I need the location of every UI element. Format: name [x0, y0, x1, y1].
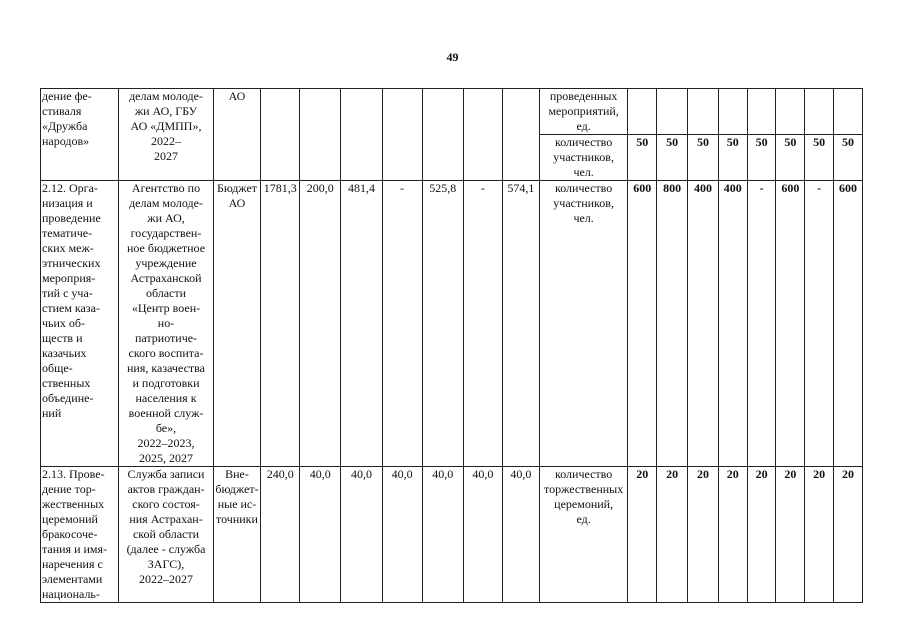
- funding-year-cell: [463, 89, 502, 181]
- funding-year-cell: 574,1: [502, 181, 539, 467]
- funding-year-cell: 40,0: [422, 467, 463, 603]
- indicator-value-cell: 20: [688, 467, 719, 603]
- indicator-value-cell: 50: [688, 135, 719, 181]
- table-row: [41, 89, 863, 135]
- funding-year-cell: [300, 89, 341, 181]
- indicator-value-cell: 20: [776, 467, 805, 603]
- indicator-value-cell: 50: [657, 135, 688, 181]
- funding-year-cell: 481,4: [341, 181, 382, 467]
- funding-year-cell: [382, 89, 422, 181]
- funding-total-cell: [261, 89, 300, 181]
- indicator-value-cell: [688, 89, 719, 135]
- indicator-value-cell: 50: [805, 135, 834, 181]
- funding-year-cell: [422, 89, 463, 181]
- executor-cell: Служба записи актов граждан- ского состоя- ния Астрахан- ской области (далее - служба ЗАГС), 2022–2027: [119, 467, 214, 603]
- indicator-value-cell: 50: [834, 135, 863, 181]
- indicator-value-cell: 20: [834, 467, 863, 603]
- funding-source-cell: Бюджет АО: [213, 181, 260, 467]
- indicator-value-cell: 20: [805, 467, 834, 603]
- indicator-value-cell: [718, 89, 747, 135]
- indicator-value-cell: 20: [718, 467, 747, 603]
- funding-year-cell: 40,0: [382, 467, 422, 603]
- funding-total-cell: 1781,3: [261, 181, 300, 467]
- activity-name-cell: 2.12. Орга- низация и проведение тематиче- ских меж- этнических мероприя- тий с уча- стием каза- чьих об- ществ и казачьих обще- ственных объедине- ний: [41, 181, 119, 467]
- funding-source-cell: Вне- бюджет- ные ис- точники: [213, 467, 260, 603]
- indicator-value-cell: [776, 89, 805, 135]
- indicator-value-cell: 20: [628, 467, 657, 603]
- activity-name-cell: 2.13. Прове- дение тор- жественных церемоний бракосоче- тания и имя- наречения с элементами националь-: [41, 467, 119, 603]
- funding-year-cell: 525,8: [422, 181, 463, 467]
- indicator-value-cell: [628, 89, 657, 135]
- indicator-name-cell: количество торжественных церемоний, ед.: [539, 467, 627, 603]
- indicator-name-cell: количество участников, чел.: [539, 135, 627, 181]
- funding-year-cell: -: [382, 181, 422, 467]
- funding-year-cell: [502, 89, 539, 181]
- indicator-name-cell: проведенных мероприятий, ед.: [539, 89, 627, 135]
- indicator-name-cell: количество участников, чел.: [539, 181, 627, 467]
- funding-year-cell: 40,0: [341, 467, 382, 603]
- indicator-value-cell: 20: [657, 467, 688, 603]
- indicator-value-cell: -: [747, 181, 776, 467]
- executor-cell: делам молоде- жи АО, ГБУ АО «ДМПП», 2022– 2027: [119, 89, 214, 181]
- table-row: [41, 181, 863, 467]
- indicator-value-cell: 400: [718, 181, 747, 467]
- indicator-value-cell: 400: [688, 181, 719, 467]
- indicator-value-cell: [805, 89, 834, 135]
- indicator-value-cell: 800: [657, 181, 688, 467]
- indicator-value-cell: [747, 89, 776, 135]
- funding-year-cell: -: [463, 181, 502, 467]
- executor-cell: Агентство по делам молоде- жи АО, государствен- ное бюджетное учреждение Астраханской области «Центр воен- но- патриотиче- ского воспита- ния, казачества и подготовки населения к военной служ- бе», 2022–2023, 2025, 2027: [119, 181, 214, 467]
- funding-year-cell: 40,0: [502, 467, 539, 603]
- funding-year-cell: 40,0: [300, 467, 341, 603]
- program-activities-table: [40, 88, 863, 603]
- funding-total-cell: 240,0: [261, 467, 300, 603]
- indicator-value-cell: [834, 89, 863, 135]
- indicator-value-cell: [657, 89, 688, 135]
- activity-name-cell: дение фе- стиваля «Дружба народов»: [41, 89, 119, 181]
- funding-source-cell: АО: [213, 89, 260, 181]
- indicator-value-cell: 20: [747, 467, 776, 603]
- indicator-value-cell: 600: [834, 181, 863, 467]
- funding-year-cell: [341, 89, 382, 181]
- indicator-value-cell: 50: [628, 135, 657, 181]
- indicator-value-cell: -: [805, 181, 834, 467]
- funding-year-cell: 200,0: [300, 181, 341, 467]
- indicator-value-cell: 50: [747, 135, 776, 181]
- indicator-value-cell: 600: [776, 181, 805, 467]
- table-row: [41, 467, 863, 603]
- indicator-value-cell: 600: [628, 181, 657, 467]
- page-number: 49: [446, 50, 459, 64]
- funding-year-cell: 40,0: [463, 467, 502, 603]
- indicator-value-cell: 50: [718, 135, 747, 181]
- indicator-value-cell: 50: [776, 135, 805, 181]
